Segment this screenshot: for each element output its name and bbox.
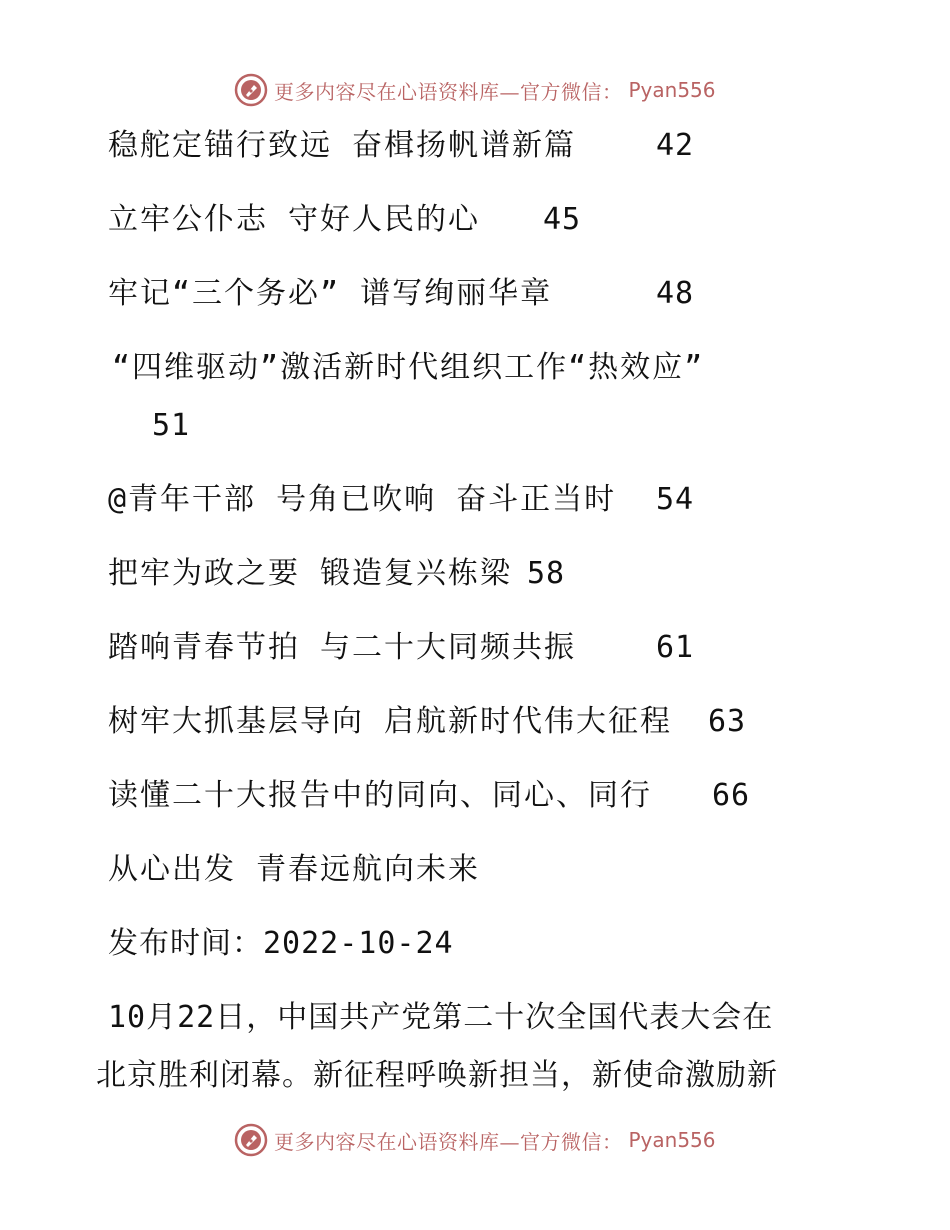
toc-entry-title: “四维驱动”激活新时代组织工作“热效应” bbox=[112, 350, 705, 385]
toc-entry-page: 61 bbox=[656, 630, 695, 665]
footer-watermark bbox=[234, 1122, 716, 1158]
toc-entry-title: 树牢大抓基层导向 启航新时代伟大征程 bbox=[108, 704, 673, 739]
watermark-wechat-id: Pyan556 bbox=[628, 1128, 716, 1152]
article-body-line: 10月22日，中国共产党第二十次全国代表大会在 bbox=[108, 1000, 774, 1035]
toc-entry-page: 42 bbox=[656, 128, 695, 163]
pen-nib-logo-icon bbox=[234, 1123, 268, 1157]
toc-entry-page: 66 bbox=[712, 778, 751, 813]
article-body-line: 北京胜利闭幕。新征程呼唤新担当，新使命激励新 bbox=[96, 1058, 778, 1093]
header-watermark bbox=[234, 72, 716, 108]
toc-entry-title: 立牢公仆志 守好人民的心 bbox=[108, 202, 481, 237]
watermark-wechat-id: Pyan556 bbox=[628, 78, 716, 102]
watermark-text: 更多内容尽在心语资料库—官方微信： bbox=[274, 79, 623, 104]
toc-entry-page: 54 bbox=[656, 482, 695, 517]
toc-entry-title: 踏响青春节拍 与二十大同频共振 bbox=[108, 630, 577, 665]
watermark-text: 更多内容尽在心语资料库—官方微信： bbox=[274, 1129, 623, 1154]
toc-entry-title: 读懂二十大报告中的同向、同心、同行 bbox=[108, 778, 652, 813]
toc-entry-page: 63 bbox=[708, 704, 747, 739]
toc-entry-title: @青年干部 号角已吹响 奋斗正当时 bbox=[108, 482, 617, 517]
publish-time: 发布时间：2022-10-24 bbox=[108, 926, 454, 961]
toc-entry-page: 48 bbox=[656, 276, 695, 311]
toc-entry-page: 58 bbox=[527, 556, 566, 591]
pen-nib-logo-icon bbox=[234, 73, 268, 107]
toc-entry-title: 稳舵定锚行致远 奋楫扬帆谱新篇 bbox=[108, 128, 577, 163]
toc-entry-title: 牢记“三个务必” 谱写绚丽华章 bbox=[108, 276, 553, 311]
toc-entry-title: 把牢为政之要 锻造复兴栋梁 bbox=[108, 556, 513, 591]
toc-entry-page: 45 bbox=[543, 202, 582, 237]
toc-entry-page: 51 bbox=[152, 408, 191, 443]
article-heading: 从心出发 青春远航向未来 bbox=[108, 852, 481, 887]
